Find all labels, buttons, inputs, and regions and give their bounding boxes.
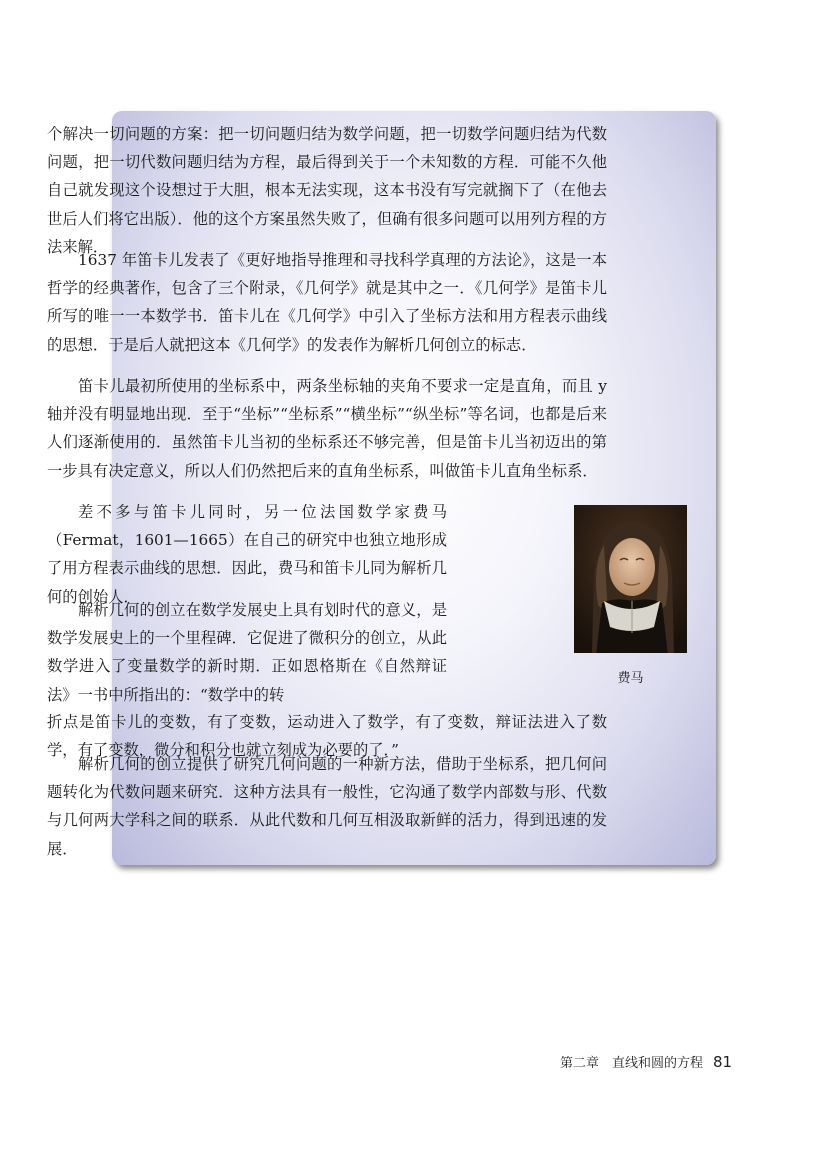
paragraph-5-continued: 折点是笛卡儿的变数，有了变数，运动进入了数学，有了变数，辩证法进入了数学，有了变数，微分和积分也就立刻成为必要的了．” — [47, 713, 607, 760]
paragraph-6: 解析几何的创立提供了研究几何问题的一种新方法，借助于坐标系，把几何问题转化为代数问题来研究．这种方法具有一般性，它沟通了数学内部数与形、代数与几何两大学科之间的联系．从此代数和几何互相汲取新鲜的活力，得到迅速的发展． — [47, 755, 607, 858]
portrait-caption: 费马 — [617, 671, 644, 686]
paragraph-1: 个解决一切问题的方案：把一切问题归结为数学问题，把一切数学问题归结为代数问题，把一切代数问题归结为方程，最后得到关于一个未知数的方程．可能不久他自己就发现这个设想过于大胆，根本无法实现，这本书没有写完就搁下了（在他去世后人们将它出版）．他的这个方案虽然失败了，但确有很多问题可以用列方程的方法来解． — [47, 125, 607, 256]
paragraph-3: 笛卡儿最初所使用的坐标系中，两条坐标轴的夹角不要求一定是直角，而且 y 轴并没有明显地出现．至于“坐标”“坐标系”“横坐标”“纵坐标”等名词，也都是后来人们逐渐使用的．虽然笛卡儿当初的坐标系还不够完善，但是笛卡儿当初迈出的第一步具有决定意义，所以人们仍然把后来的直角坐标系，叫做笛卡儿直角坐标系． — [47, 377, 607, 480]
chapter-title: 第二章 直线和圆的方程 — [560, 1056, 704, 1071]
page-footer — [560, 1052, 732, 1071]
paragraph-5: 解析几何的创立在数学发展史上具有划时代的意义，是数学发展史上的一个里程碑．它促进了微积分的创立，从此数学进入了变量数学的新时期．正如恩格斯在《自然辩证法》一书中所指出的：“数学中的转 — [47, 601, 447, 704]
page-number: 81 — [713, 1053, 733, 1071]
paragraph-2: 1637 年笛卡儿发表了《更好地指导推理和寻找科学真理的方法论》，这是一本哲学的经典著作，包含了三个附录，《几何学》就是其中之一．《几何学》是笛卡儿所写的唯一一本数学书．笛卡儿在《几何学》中引入了坐标方法和用方程表示曲线的思想．于是后人就把这本《几何学》的发表作为解析几何创立的标志． — [47, 251, 607, 354]
fermat-portrait — [574, 505, 687, 653]
paragraph-4: 差不多与笛卡儿同时，另一位法国数学家费马（Fermat，1601—1665）在自己的研究中也独立地形成了用方程表示曲线的思想．因此，费马和笛卡儿同为解析几何的创始人． — [47, 503, 447, 606]
